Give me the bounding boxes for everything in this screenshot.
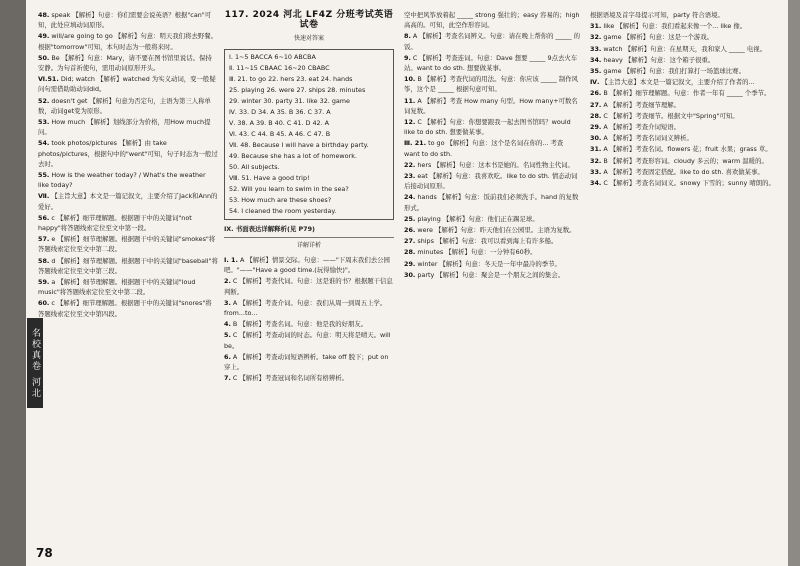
item-text: winter 【解析】句意：冬天是一年中最冷的季节。 <box>417 259 561 268</box>
answer-item <box>224 298 394 318</box>
side-tab: 名校真卷 河北 <box>27 318 43 408</box>
item-text: speak 【解析】句意：你们需要会说英语？根据"can"可知，此处应填动词原形。 <box>38 11 212 30</box>
answer-key-row: 53. How much are these shoes? <box>229 195 332 204</box>
answer-item <box>224 330 394 350</box>
answer-item <box>38 277 218 297</box>
answer-key-row: Ⅱ. 11~15 CBAAC 16~20 CBABC <box>229 63 330 72</box>
item-number: 8. <box>404 32 411 41</box>
item-number: 49. <box>38 32 50 41</box>
column-4 <box>590 10 780 189</box>
item-text: e 【解析】细节理解题。根据题干中的关键词"smokes"将答题线索定位至文中第二段。 <box>38 235 216 254</box>
answer-item <box>404 138 580 158</box>
item-text: c 【解析】细节理解题。根据题干中的关键词"snores"将答题线索定位至文中第四段。 <box>38 299 212 318</box>
item-text: 空中把风筝放着起 _____ strong 强壮的；easy 容易的；high 高高的。可知，此空作形容词。 <box>404 11 580 30</box>
item-text: game 【解析】句意：这是一个游戏。 <box>603 33 714 42</box>
item-number: Ⅳ. <box>590 78 600 87</box>
answer-item <box>404 225 580 235</box>
answer-key-row: 29. winter 30. party 31. like 32. game <box>229 96 350 105</box>
item-text: B 【解析】考查名词。句意：他是我的好朋友。 <box>232 320 368 329</box>
item-text: d 【解析】细节理解题。根据题干中的关键词"baseball"将答题线索定位至文中第三段。 <box>38 256 218 275</box>
item-number: 34. <box>590 55 602 64</box>
item-number: 29. <box>404 259 416 268</box>
answer-item <box>38 31 218 51</box>
item-number: Ⅲ. 21. <box>404 139 427 148</box>
answer-key-row: Ⅲ. 21. to go 22. hers 23. eat 24. hands <box>229 74 353 83</box>
answer-item <box>590 100 780 110</box>
detail-title: 详解详析 <box>296 241 321 249</box>
writing-note: Ⅸ. 书面表达详解释析(见 P79) <box>224 224 315 233</box>
item-text: How much 【解析】划线部分为价格，用How much提问。 <box>38 118 211 137</box>
answer-item <box>590 77 780 87</box>
item-text: took photos/pictures 【解析】由 take photos/pictures，根据句中的"went"可知，句子时态为一般过去时。 <box>38 139 218 168</box>
answer-key-box <box>224 49 394 220</box>
item-number: 7. <box>224 374 231 383</box>
item-number: 10. <box>404 75 416 84</box>
answer-item <box>224 255 394 275</box>
item-text: How is the weather today? / What's the weather like today? <box>38 171 206 190</box>
answer-item <box>38 213 218 233</box>
item-text: C 【解析】句意：你想要跟我一起去图书馆吗？would like to do sth. 想要做某事。 <box>404 118 571 137</box>
answer-item <box>38 117 218 137</box>
item-text: C 【解析】考查冠词和名词所有格辨析。 <box>232 374 349 383</box>
answer-item <box>404 192 580 212</box>
item-text: a 【解析】细节理解题。根据题干中的关键词"loud music"将答题线索定位至文中第二段。 <box>38 278 196 297</box>
item-number: Ⅶ. <box>38 192 50 201</box>
item-number: 32. <box>590 33 602 42</box>
item-text: watch 【解析】句意：在星期天，我和家人 _____ 电视。 <box>603 44 767 53</box>
item-number: 31. <box>590 145 602 154</box>
column-1 <box>38 10 218 320</box>
answer-item <box>590 10 780 20</box>
item-number: 32. <box>590 156 602 165</box>
item-number: 55. <box>38 171 50 180</box>
item-number: 23. <box>404 172 416 181</box>
answer-item <box>404 96 580 116</box>
answer-item <box>590 111 780 121</box>
answer-item <box>38 191 218 211</box>
item-number: 53. <box>38 118 50 127</box>
answer-item <box>224 373 394 383</box>
answer-item <box>590 167 780 177</box>
item-text: playing 【解析】句意：他们正在踢足球。 <box>417 214 539 223</box>
item-text: C 【解析】考查连词。句意：Dave 想要 _____ 9点去火车站。want to do sth. 想要做某事。 <box>404 53 578 73</box>
book-spine <box>0 0 26 566</box>
answer-key-row: 50. All subjects. <box>229 162 280 171</box>
answer-key-row: Ⅴ. 38. A 39. B 40. C 41. D 42. A <box>229 118 330 127</box>
item-number: 4. <box>224 320 231 329</box>
answer-item <box>404 171 580 191</box>
page-number: 78 <box>36 546 53 560</box>
item-number: 11. <box>404 96 416 105</box>
item-number: 48. <box>38 11 50 19</box>
item-number: 60. <box>38 299 50 308</box>
item-number: 2. <box>224 277 231 286</box>
answer-item <box>590 66 780 76</box>
answer-item <box>590 133 780 143</box>
answer-item <box>224 352 394 372</box>
item-number: 29. <box>590 123 602 132</box>
answer-key-row: Ⅳ. 33. D 34. A 35. B 36. C 37. A <box>229 107 331 116</box>
item-number: 30. <box>590 134 602 143</box>
item-text: Be 【解析】句意：Mary，请不要在图书馆里说话。保持安静。为句首祈使句，需用动词原形开头。 <box>38 53 212 73</box>
answer-item <box>404 31 580 51</box>
answer-item <box>590 32 780 42</box>
item-number: 9. <box>404 53 411 62</box>
divider <box>224 237 394 238</box>
answer-item <box>38 298 218 318</box>
item-number: 31. <box>590 22 602 31</box>
answer-key-row: Ⅷ. 51. Have a good trip! <box>229 173 310 182</box>
item-text: A 【解析】考查介词。句意：我们从周一到周五上学。from...to... <box>224 298 387 318</box>
answer-item <box>404 74 580 94</box>
item-text: like 【解析】句意：我们看起来像一个... like 像。 <box>603 22 747 31</box>
answer-key-row: 52. Will you learn to swim in the sea? <box>229 184 349 193</box>
answer-key-row: Ⅰ. 1~5 BACCA 6~10 ABCBA <box>229 52 316 61</box>
item-text: hands 【解析】句意：饭前我们必须洗手。hand 的复数形式。 <box>404 193 579 212</box>
item-number: Ⅰ. 1. <box>224 256 238 265</box>
item-text: Did; watch 【解析】watched 为实义动词，变一般疑问句需借助助动词did。 <box>38 75 216 94</box>
answer-item <box>590 178 780 188</box>
answer-item <box>38 10 218 30</box>
item-text: A 【解析】考查细节理解。 <box>603 100 681 109</box>
item-number: 27. <box>404 237 416 246</box>
item-number: 35. <box>590 67 602 76</box>
item-text: party 【解析】句意：聚会是一个朋友之间的集会。 <box>417 270 565 279</box>
answer-key-row: Ⅵ. 43. C 44. B 45. A 46. C 47. B <box>229 129 331 138</box>
item-text: A 【解析】考查名词辨义。句意：请在晚上帮你的 _____ 的饭。 <box>404 32 580 51</box>
item-number: 24. <box>404 193 416 202</box>
answer-item <box>404 247 580 257</box>
item-text: C 【解析】考查名词词义。snowy 下雪的；sunny 晴朗的。 <box>603 179 775 188</box>
answer-key-subtitle: 快速对答案 <box>293 35 324 43</box>
answer-item <box>590 21 780 31</box>
answer-key-row: Ⅶ. 48. Because I will have a birthday party. <box>229 140 369 149</box>
item-text: doesn't get 【解析】句意为否定句，主语为第三人称单数，动词get变为原形。 <box>38 96 211 115</box>
answer-item <box>590 44 780 54</box>
item-number: 3. <box>224 298 231 307</box>
answer-item <box>404 160 580 170</box>
item-number: 5. <box>224 331 231 340</box>
item-text: minutes 【解析】句意：一分钟有60秒。 <box>417 248 537 257</box>
item-text: to go 【解析】句意：这个是名词在你的... 考查 want to do sth. <box>404 139 564 158</box>
item-number: 52. <box>38 96 50 105</box>
item-text: will/are going to go 【解析】句意：明天我们将去野餐。根据"tomorrow"可知，本句时态为一般将来时。 <box>38 32 218 51</box>
answer-item <box>404 270 580 280</box>
answer-item <box>38 53 218 73</box>
item-text: C 【解析】考查动词的时态。句意：明天将是晴天。will be。 <box>224 331 391 350</box>
item-number: 33. <box>590 167 602 176</box>
exam-title: 117. 2024 河北 LF4Z 分班考试英语试卷 <box>224 10 394 31</box>
answer-item <box>38 170 218 190</box>
item-number: 26. <box>590 89 602 98</box>
answer-item <box>38 96 218 116</box>
item-number: 59. <box>38 278 50 287</box>
answer-item <box>590 144 780 154</box>
item-text: A 【解析】考查动词短语辨析。take off 脱下；put on 穿上。 <box>224 352 389 372</box>
answer-item <box>404 117 580 137</box>
item-text: were 【解析】句意：昨天他们在公园里。主语为复数。 <box>417 226 576 235</box>
item-text: A 【解析】情景交际。句意：——"下周末我们去公园吧。"——"Have a good time.(玩得愉快)"。 <box>224 256 390 275</box>
column-2 <box>224 10 394 384</box>
item-text: C 【解析】考查细节。根据文中"Spring"可知。 <box>603 111 739 120</box>
item-text: hers 【解析】句意：这本书是她的。名词性物主代词。 <box>417 160 574 169</box>
item-text: A 【解析】考查 How many 句型。How many+可数名词复数。 <box>404 96 578 115</box>
answer-item <box>38 256 218 276</box>
item-text: A 【解析】考查名词。flowers 花；fruit 水果；grass 草。 <box>603 145 772 154</box>
item-number: 28. <box>404 248 416 257</box>
item-text: game 【解析】句意：我们打算打一场篮球比赛。 <box>603 67 745 76</box>
answer-item <box>404 259 580 269</box>
answer-item <box>590 55 780 65</box>
item-number: 6. <box>224 352 231 361</box>
item-text: A 【解析】考查介词短语。 <box>603 123 681 132</box>
item-text: 根据语境及首字母提示可知，party 符合语境。 <box>590 11 724 19</box>
detail-items <box>224 255 394 383</box>
item-number: 30. <box>404 270 416 279</box>
answer-key-row: 49. Because she has a lot of homework. <box>229 151 357 160</box>
column-3 <box>404 10 580 281</box>
item-number: 28. <box>590 111 602 120</box>
item-number: 22. <box>404 160 416 169</box>
answer-item <box>404 214 580 224</box>
answer-item <box>224 276 394 296</box>
answer-item <box>404 53 580 73</box>
item-text: C 【解析】考查代词。句意：这是谁的书？根据题干信息判断。 <box>224 277 393 296</box>
item-text: B 【解析】考查形容词。cloudy 多云的；warm 温暖的。 <box>603 156 768 165</box>
item-number: 33. <box>590 44 602 53</box>
item-number: 25. <box>404 214 416 223</box>
item-number: 50. <box>38 53 50 62</box>
item-text: 【主旨大意】本文是一篇记叙文，主要介绍了作者的... <box>601 78 755 87</box>
answer-item <box>404 236 580 246</box>
item-number: Ⅵ.51. <box>38 75 59 84</box>
item-number: 26. <box>404 226 416 235</box>
answer-item <box>590 88 780 98</box>
item-text: eat 【解析】句意：我喜欢吃。like to do sth. 情态动词后接动词原形。 <box>404 172 578 191</box>
item-number: 27. <box>590 100 602 109</box>
item-text: B 【解析】细节理解题。句意：作者一年有 _____ 个季节。 <box>603 89 771 98</box>
item-text: A 【解析】考查固定搭配。like to do sth. 喜欢做某事。 <box>603 167 764 176</box>
item-text: heavy 【解析】句意：这个箱子很重。 <box>603 55 715 64</box>
item-number: 58. <box>38 256 50 265</box>
answer-item <box>590 156 780 166</box>
item-text: ships 【解析】句意：我可以看到海上有许多船。 <box>417 237 558 246</box>
item-number: 57. <box>38 235 50 244</box>
item-text: c 【解析】细节理解题。根据题干中的关键词"not happy"将答题线索定位至文中第一段。 <box>38 213 192 233</box>
answer-item <box>404 10 580 30</box>
item-number: 54. <box>38 139 50 148</box>
item-text: 【主旨大意】本文是一篇记叙文，主要介绍了Jack和Ann的爱好。 <box>38 192 218 211</box>
answer-item <box>590 122 780 132</box>
item-number: 12. <box>404 118 416 127</box>
answer-item <box>224 319 394 329</box>
answer-key-row: 54. I cleaned the room yesterday. <box>229 206 337 215</box>
answer-key-row: 25. playing 26. were 27. ships 28. minutes <box>229 85 366 94</box>
item-text: A 【解析】考查名词词义辨析。 <box>603 134 693 143</box>
answer-item <box>38 74 218 94</box>
answer-item <box>38 138 218 169</box>
answer-item <box>38 234 218 254</box>
item-text: B 【解析】考查代词的用法。句意：你应该 _____ 制作风筝，这个是 _____ 根据句意可知。 <box>404 75 579 94</box>
item-number: 34. <box>590 179 602 188</box>
item-number: 56. <box>38 213 50 222</box>
